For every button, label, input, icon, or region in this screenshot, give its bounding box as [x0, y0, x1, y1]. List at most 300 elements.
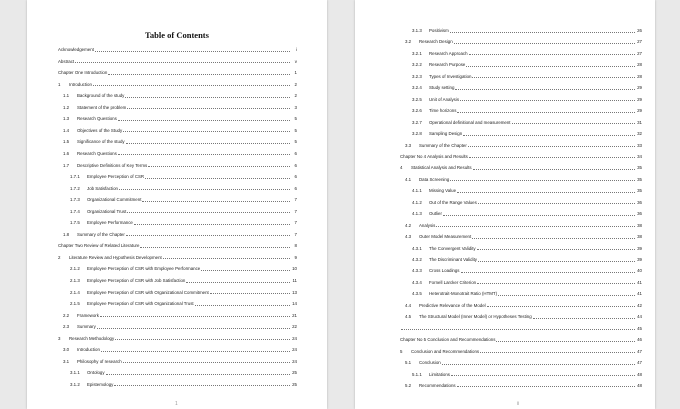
toc-entry-number: 4.1	[405, 176, 412, 182]
toc-entry[interactable]	[405, 312, 642, 321]
toc-entry-page: 9	[294, 254, 297, 260]
toc-dot-leader	[466, 66, 635, 67]
toc-entry-page: 27	[637, 50, 642, 56]
toc-dot-leader	[118, 120, 290, 121]
toc-dot-leader	[108, 74, 290, 75]
toc-entry-number: 1.1	[63, 93, 70, 99]
toc-entry-page: 41	[637, 291, 642, 297]
toc-entry-page: 36	[637, 199, 642, 205]
toc-dot-leader	[75, 62, 290, 63]
toc-entry-page: 47	[637, 360, 642, 366]
toc-entry[interactable]	[63, 103, 297, 112]
toc-entry-page: 13	[292, 289, 297, 295]
toc-entry[interactable]	[63, 230, 297, 239]
toc-dot-leader	[134, 224, 290, 225]
toc-dot-leader	[457, 192, 635, 193]
toc-dot-leader	[93, 85, 290, 86]
toc-entry-number: 1	[58, 81, 61, 87]
toc-entry-page: 41	[637, 279, 642, 285]
toc-entry-text: Significance of the study	[77, 139, 125, 145]
toc-entry-number: 4.4	[405, 302, 412, 308]
toc-dot-leader	[100, 316, 290, 317]
toc-entry[interactable]	[412, 244, 642, 253]
toc-entry[interactable]	[63, 126, 297, 135]
toc-entry-number: 1.7.3	[70, 197, 80, 203]
toc-entry-number: 3.2.7	[412, 119, 422, 125]
toc-entry[interactable]	[63, 91, 297, 100]
toc-dot-leader	[118, 154, 290, 155]
toc-entry-text: Operational definitional and measurement	[429, 119, 511, 125]
toc-entry[interactable]	[63, 311, 297, 320]
toc-entry-page: 5	[294, 127, 297, 133]
toc-entry-page: 14	[292, 301, 297, 307]
toc-dot-leader	[477, 283, 635, 284]
toc-entry-page: 2	[294, 81, 297, 87]
toc-entry-page: 40	[637, 268, 642, 274]
toc-entry-number: 3.1	[63, 358, 70, 364]
toc-entry-page: 8	[294, 243, 297, 249]
toc-dot-leader	[496, 341, 635, 342]
toc-entry-number: 2.1.3	[70, 278, 80, 283]
toc-dot-leader	[457, 112, 635, 113]
toc-entry-page: 27	[637, 39, 642, 45]
toc-entry-page: 39	[637, 257, 642, 262]
toc-entry[interactable]	[63, 137, 297, 146]
toc-entry[interactable]	[412, 26, 642, 35]
toc-entry-text: Recommendations	[419, 382, 456, 388]
toc-entry-number: 3.2	[405, 39, 412, 45]
toc-entry-text: Time horizons	[429, 108, 457, 114]
toc-entry-number: 1.7.5	[70, 220, 80, 226]
toc-dot-leader	[436, 226, 635, 227]
toc-entry-text: Positivism	[429, 28, 449, 33]
toc-dot-leader	[115, 339, 290, 340]
toc-entry-text: Ontology	[87, 370, 105, 376]
toc-entry-page: 46	[637, 337, 642, 343]
toc-dot-leader	[97, 328, 290, 329]
toc-entry-number: 3.2.1	[412, 50, 422, 56]
page-footer-mark: 1	[175, 401, 178, 407]
toc-entry-text: Limitations	[429, 371, 450, 377]
toc-dot-leader	[127, 212, 290, 213]
toc-entry-number: 1.7.4	[70, 208, 80, 214]
toc-entry-number: 3.1.2	[70, 381, 80, 387]
toc-entry-number: 4.2	[405, 222, 412, 228]
toc-entry-number: 3.2.6	[412, 108, 422, 114]
toc-entry-number: 4.3	[405, 234, 412, 240]
toc-entry-text: Descriptive Definitions of Key Terms	[77, 162, 148, 168]
toc-entry-page: 29	[637, 96, 642, 102]
toc-entry-text: Data Screening	[419, 176, 450, 182]
toc-entry-text: The Discriminant Validity	[429, 257, 477, 262]
toc-entry-number: 3.1.3	[412, 28, 422, 33]
toc-entry[interactable]	[70, 380, 297, 389]
toc-entry[interactable]	[63, 161, 297, 170]
toc-entry[interactable]	[70, 207, 297, 216]
toc-entry-number: 1.6	[63, 150, 70, 156]
toc-entry-number: 4.3.1	[412, 245, 422, 251]
toc-entry-text: Statistical Analysis and Results	[411, 165, 472, 171]
toc-entry-page: 5	[294, 139, 297, 145]
toc-entry-number: 3.2.4	[412, 85, 422, 91]
toc-dot-leader	[468, 146, 635, 147]
toc-dot-leader	[148, 166, 290, 167]
toc-entry-text: Literature Review and Hypothesis Development	[69, 254, 162, 260]
toc-entry-page: 38	[637, 234, 642, 240]
toc-entry-number: 4.3.2	[412, 257, 422, 262]
toc-entry-page: 7	[294, 208, 297, 214]
toc-entry-page: 29	[637, 85, 642, 91]
toc-entry-text: Sampling Design	[429, 131, 463, 137]
toc-entry-page: 45	[637, 325, 642, 331]
toc-entry-page: i	[296, 47, 297, 52]
toc-dot-leader	[127, 108, 290, 109]
toc-entry-page: 11	[292, 278, 297, 283]
toc-entry[interactable]	[58, 68, 297, 77]
toc-entry-text: Types of Investigation	[429, 73, 472, 79]
toc-entry-number: 1.8	[63, 231, 70, 237]
toc-entry-number: 4.1.1	[412, 188, 422, 194]
toc-entry-text: Out of the Range Values	[429, 199, 477, 205]
toc-entry[interactable]	[412, 95, 642, 104]
toc-entry-number: 2.1.5	[70, 301, 80, 307]
toc-entry-number: 5.2	[405, 382, 412, 388]
toc-dot-leader	[142, 201, 290, 202]
toc-entry[interactable]	[412, 83, 642, 92]
toc-entry-number: 1.7.1	[70, 174, 80, 180]
toc-entry[interactable]	[400, 152, 642, 161]
toc-entry-text: Philosophy of research	[77, 358, 122, 364]
toc-entry[interactable]	[412, 129, 642, 138]
toc-entry-number: 4.1.2	[412, 199, 422, 205]
toc-entry[interactable]	[400, 335, 642, 344]
toc-dot-leader	[126, 235, 290, 236]
toc-entry-text: Summary of the Chapter	[419, 142, 467, 148]
toc-entry-text: Introduction	[77, 347, 100, 353]
toc-entry[interactable]	[70, 218, 297, 227]
toc-entry-page: 28	[637, 73, 642, 79]
toc-dot-leader	[473, 169, 635, 170]
toc-entry-page: 33	[637, 142, 642, 148]
toc-entry-page: 22	[292, 324, 297, 330]
toc-dot-leader	[101, 351, 290, 352]
toc-entry-page: 6	[294, 174, 297, 180]
toc-entry-number: 1.3	[63, 116, 70, 122]
toc-entry[interactable]	[70, 172, 297, 181]
toc-dot-leader	[201, 270, 290, 271]
toc-entry-number: 2	[58, 254, 61, 260]
toc-dot-leader	[163, 258, 290, 259]
toc-entry-number: 2.2	[63, 312, 70, 318]
toc-dot-leader	[469, 54, 635, 55]
toc-entry[interactable]	[63, 357, 297, 366]
toc-entry[interactable]	[58, 241, 297, 250]
toc-entry-text: Job Satisfaction	[87, 185, 118, 191]
toc-entry-page: 1	[294, 70, 297, 76]
toc-entry-number: 3.1.1	[70, 370, 80, 376]
toc-entry-text: Introduction	[69, 81, 92, 87]
toc-entry-page: 2	[294, 93, 297, 99]
toc-entry-page: 3	[294, 104, 297, 110]
toc-dot-leader	[123, 362, 290, 363]
toc-entry[interactable]	[405, 381, 642, 390]
toc-entry[interactable]	[405, 301, 642, 310]
toc-entry-page: 6	[294, 185, 297, 191]
toc-entry-page: 34	[637, 153, 642, 159]
toc-entry-number: 3.2.8	[412, 131, 422, 137]
toc-entry-text: Employee Perception of CSR with Employee Performance	[87, 266, 201, 272]
toc-entry-page: 10	[292, 266, 297, 272]
toc-dot-leader	[457, 386, 635, 387]
toc-entry-page: 25	[292, 381, 297, 387]
toc-entry[interactable]	[63, 345, 297, 354]
toc-dot-leader	[478, 203, 635, 204]
toc-entry-text: Employee Perception of CSR with Organizational Commitment	[87, 289, 209, 295]
toc-entry[interactable]	[405, 232, 642, 241]
toc-entry-page: 48	[637, 371, 642, 377]
toc-dot-leader	[472, 238, 635, 239]
toc-dot-leader	[95, 51, 290, 52]
toc-entry-text: Employee Perception of CSR with Organizational Trust	[87, 301, 194, 307]
toc-entry-text: Chapter No 4 Analysis and Results	[400, 153, 468, 159]
toc-entry-text: Background of the study	[77, 93, 125, 99]
toc-entry-text: Framework	[77, 312, 99, 318]
toc-entry-page: 26	[637, 28, 642, 33]
toc-dot-leader	[119, 189, 290, 190]
toc-entry[interactable]	[405, 141, 642, 150]
toc-entry[interactable]	[412, 209, 642, 218]
toc-entry-page: 7	[294, 231, 297, 237]
toc-entry-text: Organizational Trust	[87, 208, 127, 214]
toc-entry[interactable]	[70, 288, 297, 297]
toc-dot-leader	[463, 135, 635, 136]
toc-dot-leader	[487, 306, 635, 307]
toc-entry[interactable]	[70, 264, 297, 273]
toc-entry-text: Acknowledgement	[58, 47, 94, 52]
toc-entry-page: 35	[637, 176, 642, 182]
toc-entry-page: 29	[637, 108, 642, 114]
toc-entry[interactable]	[58, 334, 297, 343]
toc-entry-number: 2.1.2	[70, 266, 80, 272]
toc-entry-page: 24	[292, 335, 297, 341]
toc-title: Table of Contents	[145, 30, 209, 40]
toc-dot-leader	[123, 131, 290, 132]
toc-entry-page: 42	[637, 302, 642, 308]
toc-entry[interactable]	[405, 358, 642, 367]
toc-entry-text: Cross Loadings	[429, 268, 460, 274]
toc-entry-text: Chapter One Introduction	[58, 70, 108, 76]
toc-dot-leader	[461, 272, 635, 273]
toc-entry-page: 38	[637, 222, 642, 228]
toc-entry-text: Epistemology	[87, 381, 114, 387]
toc-entry-text: Conclusion	[419, 360, 441, 366]
toc-entry-number: 2.1.4	[70, 289, 80, 295]
toc-entry[interactable]	[58, 253, 297, 262]
toc-entry-text: Abstract	[58, 58, 75, 64]
toc-dot-leader	[469, 157, 635, 158]
toc-entry-number: 3.2.5	[412, 96, 422, 102]
toc-entry[interactable]	[58, 45, 297, 54]
toc-entry-page: 5	[294, 116, 297, 122]
toc-entry[interactable]	[412, 266, 642, 275]
toc-dot-leader	[442, 364, 635, 365]
toc-dot-leader	[512, 123, 635, 124]
toc-dot-leader	[454, 43, 635, 44]
toc-entry-number: 4.3.3	[412, 268, 422, 274]
toc-dot-leader	[195, 305, 290, 306]
toc-entry[interactable]	[63, 322, 297, 331]
toc-entry-text: Employee Perception of CSR with Job Satisfaction	[87, 278, 186, 283]
toc-entry-page: 48	[637, 382, 642, 388]
toc-entry-page: 21	[292, 312, 297, 318]
toc-entry-text: Fornell Larcker Criterion	[429, 279, 477, 285]
toc-entry-number: 3.3	[405, 142, 412, 148]
toc-entry[interactable]	[400, 347, 642, 356]
toc-entry-page: 47	[637, 348, 642, 354]
toc-entry-text: The Structural Model (Inner Model) or Hypotheses Testing	[419, 314, 532, 320]
toc-entry-text: Statement of the problem	[77, 104, 127, 110]
toc-dot-leader	[450, 32, 635, 33]
toc-entry[interactable]	[70, 184, 297, 193]
toc-dot-leader	[140, 247, 290, 248]
toc-entry-text: Heterotrait-Monotrait Ratio (HTMT)	[429, 291, 498, 297]
toc-entry-text: Research Methodology	[69, 335, 115, 341]
toc-entry-number: 5.1.1	[412, 371, 422, 377]
document-page-right	[355, 0, 655, 409]
toc-entry-number: 4.3.4	[412, 279, 422, 285]
toc-entry-text: Study setting	[429, 85, 455, 91]
toc-entry-text: Research Approach	[429, 50, 468, 56]
toc-entry[interactable]	[405, 37, 642, 46]
toc-entry[interactable]	[58, 57, 297, 66]
toc-entry-number: 2.3	[63, 324, 70, 330]
toc-entry-page: 24	[292, 358, 297, 364]
toc-entry-page: 35	[637, 165, 642, 171]
toc-dot-leader	[106, 374, 290, 375]
toc-dot-leader	[145, 178, 290, 179]
toc-entry[interactable]	[70, 368, 297, 377]
toc-entry[interactable]	[405, 175, 642, 184]
toc-entry[interactable]	[412, 118, 642, 127]
toc-entry[interactable]	[400, 324, 642, 333]
toc-entry-page: 36	[637, 211, 642, 217]
toc-entry-text: Employee Performance	[87, 220, 133, 226]
toc-entry-page: 6	[294, 162, 297, 168]
toc-entry[interactable]	[63, 149, 297, 158]
toc-entry-number: 1.4	[63, 127, 70, 133]
toc-entry-number: 4.5	[405, 314, 412, 320]
toc-entry-page: 44	[637, 314, 642, 320]
toc-entry[interactable]	[58, 80, 297, 89]
page-footer-mark: ii	[517, 401, 520, 407]
toc-entry-text: Organizational Commitment	[87, 197, 142, 203]
toc-dot-leader	[210, 293, 290, 294]
toc-dot-leader	[472, 77, 635, 78]
toc-entry[interactable]	[412, 198, 642, 207]
toc-entry[interactable]	[412, 49, 642, 58]
toc-dot-leader	[126, 143, 290, 144]
toc-entry-number: 1.5	[63, 139, 70, 145]
toc-dot-leader	[401, 329, 635, 330]
toc-entry[interactable]	[412, 370, 642, 379]
toc-dot-leader	[477, 249, 635, 250]
toc-entry[interactable]	[70, 195, 297, 204]
toc-entry-number: 4.1.3	[412, 211, 422, 217]
toc-entry-text: Missing Value	[429, 188, 457, 194]
toc-entry[interactable]	[400, 163, 642, 172]
toc-dot-leader	[460, 100, 635, 101]
toc-entry-text: Chapter Two Review of Related Literature	[58, 243, 140, 249]
toc-dot-leader	[533, 318, 635, 319]
toc-dot-leader	[455, 89, 635, 90]
toc-entry[interactable]	[412, 255, 642, 264]
toc-dot-leader	[443, 215, 635, 216]
toc-entry[interactable]	[412, 106, 642, 115]
toc-entry[interactable]	[63, 114, 297, 123]
toc-entry-page: 31	[637, 119, 642, 125]
toc-entry-text: Outlier	[429, 211, 442, 217]
toc-entry-text: Research Questions	[77, 116, 117, 122]
toc-entry-text: Unit of Analysis	[429, 96, 460, 102]
toc-entry-number: 3	[58, 335, 61, 341]
toc-entry[interactable]	[412, 60, 642, 69]
toc-entry-page: 28	[637, 62, 642, 68]
toc-entry-number: 5	[400, 348, 403, 354]
toc-dot-leader	[186, 282, 290, 283]
toc-entry[interactable]	[412, 186, 642, 195]
toc-entry-text: Conclusion and Recommendations	[411, 348, 480, 354]
toc-entry-number: 1.7	[63, 162, 70, 168]
toc-entry-text: Research Questions	[77, 150, 117, 156]
toc-dot-leader	[450, 180, 635, 181]
document-page-left	[27, 0, 327, 409]
toc-entry-text: Research Purpose	[429, 62, 466, 68]
toc-dot-leader	[498, 295, 635, 296]
toc-entry-text: Research Design	[419, 39, 453, 45]
toc-dot-leader	[480, 352, 635, 353]
toc-entry-number: 1.7.2	[70, 185, 80, 191]
toc-entry[interactable]	[70, 276, 297, 285]
toc-entry[interactable]	[70, 299, 297, 308]
toc-entry-page: v	[294, 58, 297, 64]
toc-entry-page: 35	[637, 188, 642, 194]
toc-entry-text: Predictive Relevance of the Model	[419, 302, 486, 308]
toc-entry-number: 4	[400, 165, 403, 171]
toc-entry-page: 7	[294, 197, 297, 203]
toc-entry[interactable]	[412, 289, 642, 298]
toc-entry-page: 7	[294, 220, 297, 226]
toc-entry-text: Summary	[77, 324, 96, 330]
toc-entry-page: 6	[294, 150, 297, 156]
toc-entry-text: The Convergent Validity	[429, 245, 476, 251]
toc-entry-page: 32	[637, 131, 642, 137]
toc-entry-number: 5.1	[405, 360, 412, 366]
toc-entry-page: 25	[292, 370, 297, 376]
toc-entry-text: Summary of the Chapter	[77, 231, 125, 237]
toc-dot-leader	[125, 97, 290, 98]
toc-entry-page: 24	[292, 347, 297, 353]
toc-entry-text: Outer Model Measurement	[419, 234, 472, 240]
toc-entry[interactable]	[412, 72, 642, 81]
toc-entry[interactable]	[412, 278, 642, 287]
toc-entry-text: Objectives of the Study	[77, 127, 123, 133]
toc-entry-text: Employee Perception of CSR	[87, 174, 145, 180]
toc-entry-number: 1.2	[63, 104, 70, 110]
toc-entry-number: 3.0	[63, 347, 70, 353]
toc-dot-leader	[451, 375, 635, 376]
toc-entry-text: Analysis	[419, 222, 436, 228]
toc-entry[interactable]	[405, 221, 642, 230]
